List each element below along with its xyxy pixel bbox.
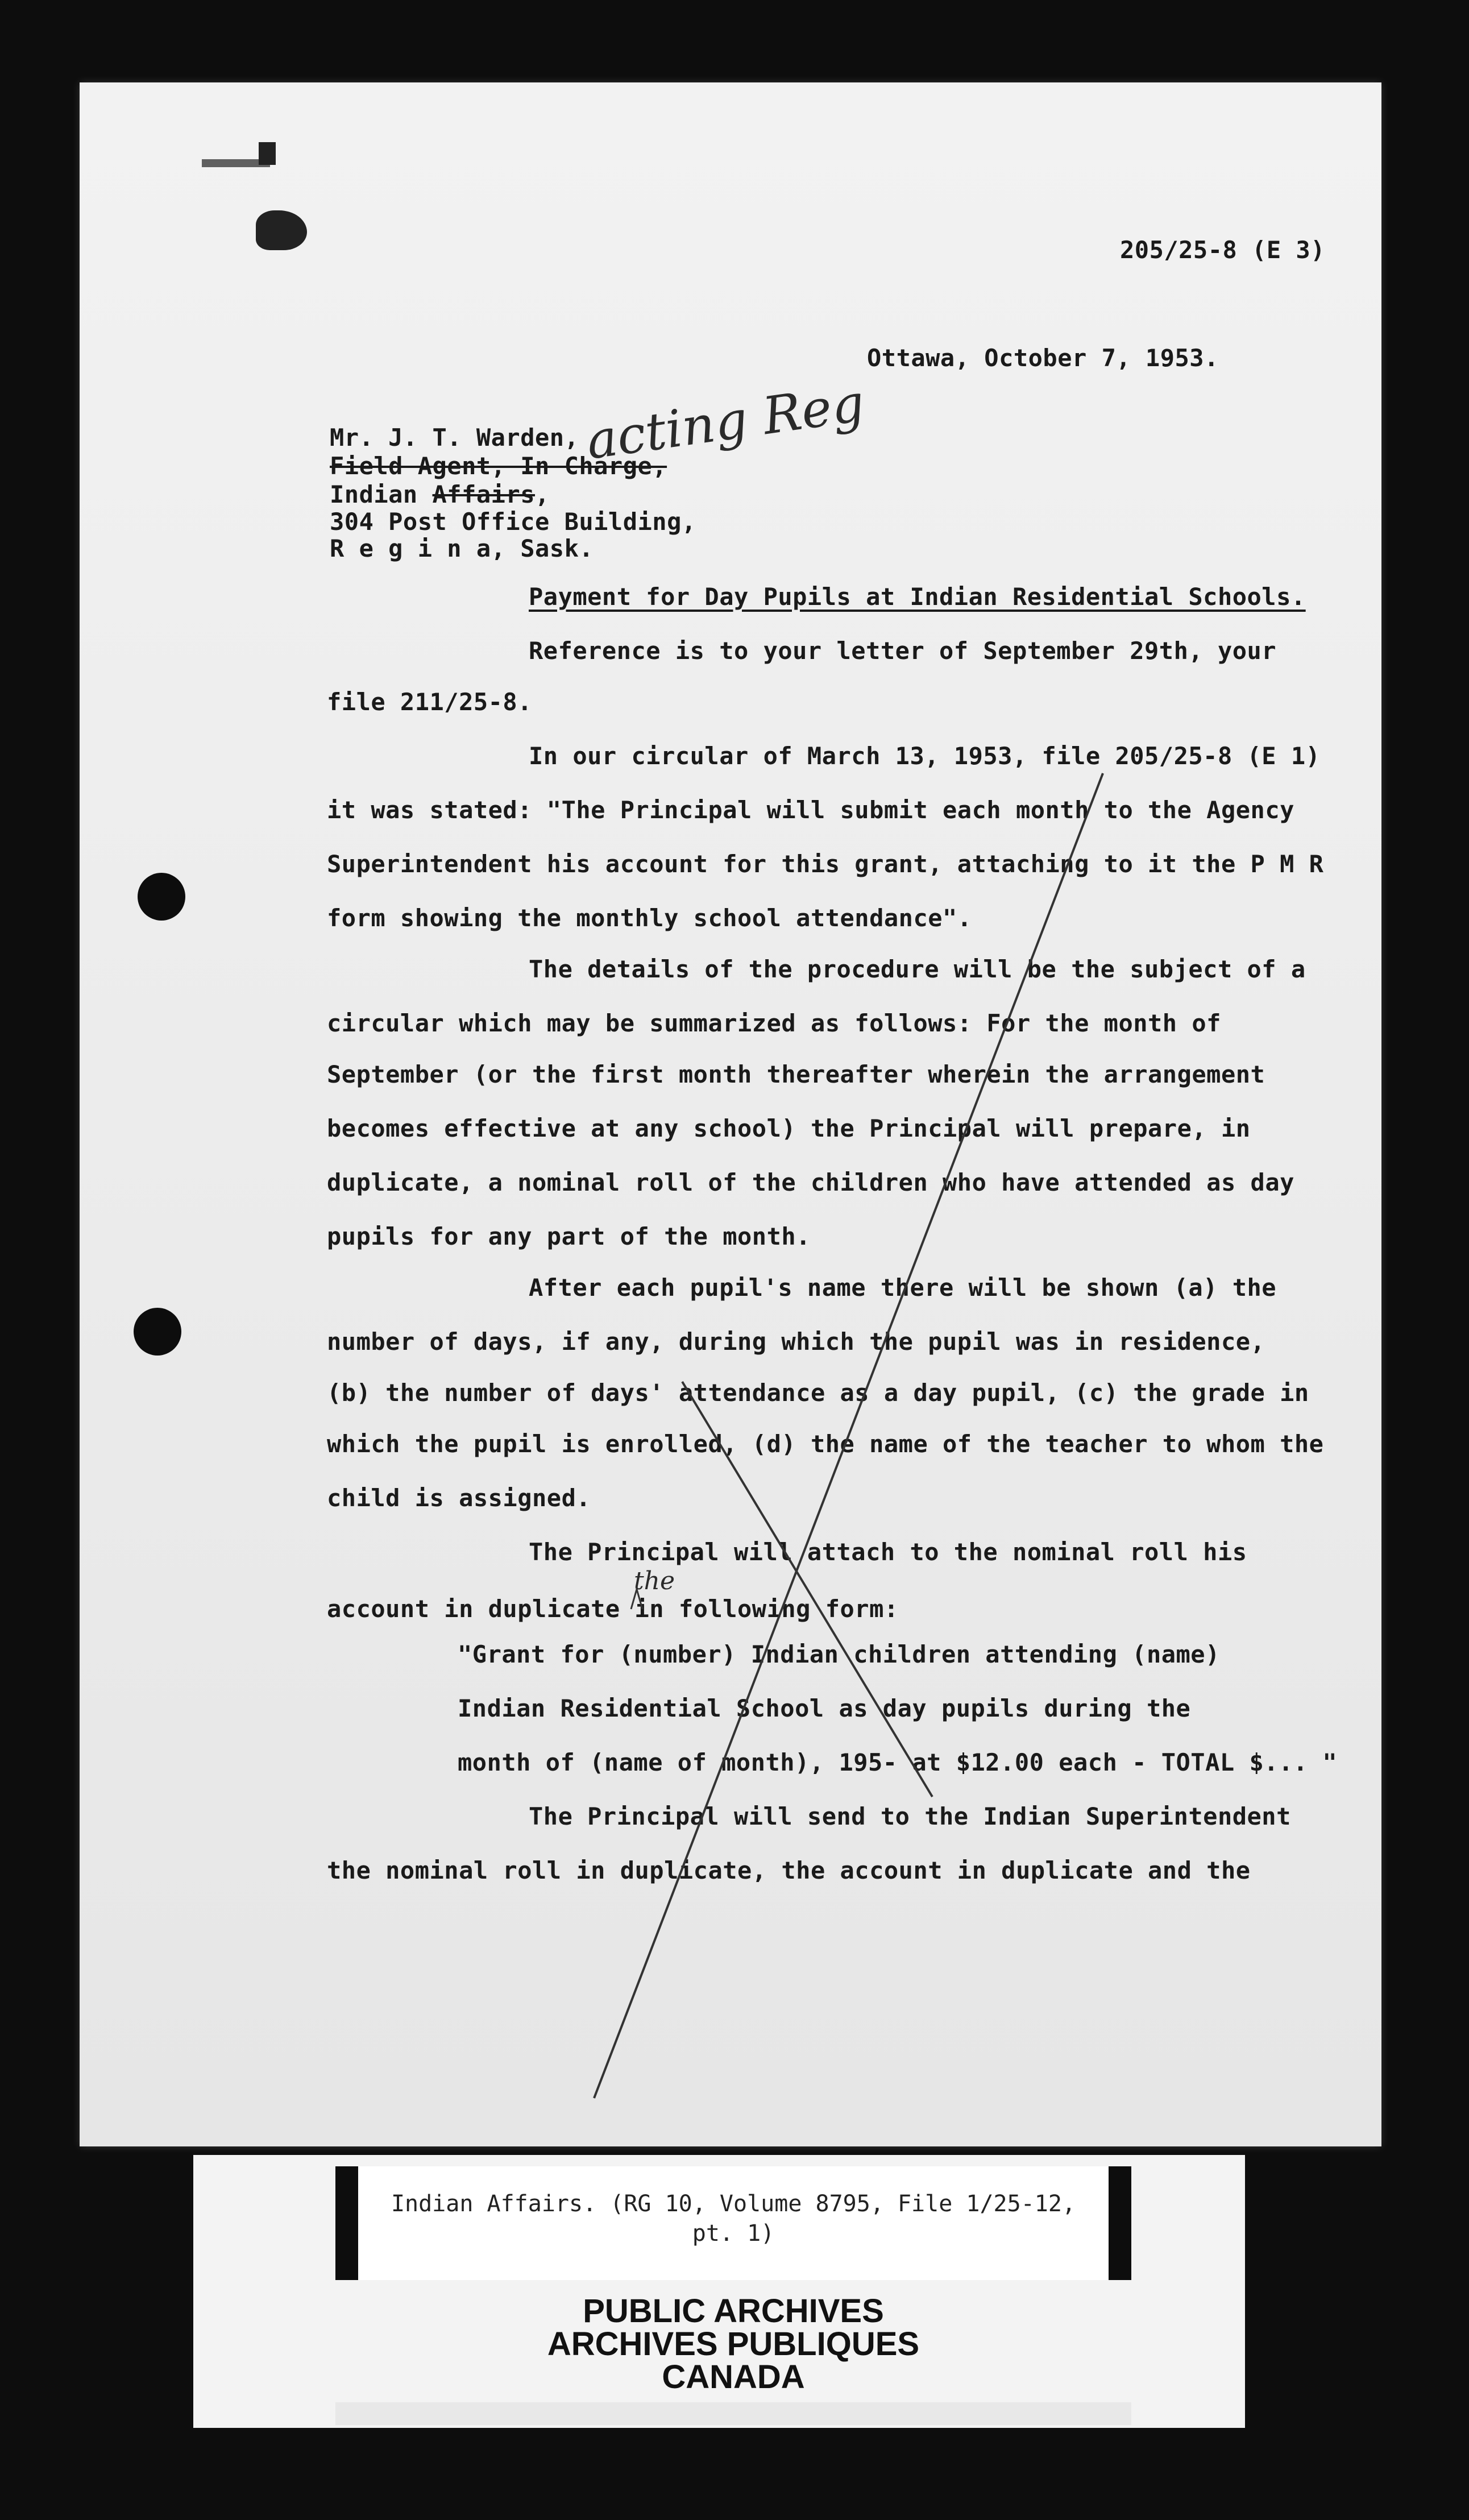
body-line: form showing the monthly school attendance". (327, 904, 972, 932)
body-line: The Principal will attach to the nominal roll his (529, 1538, 1247, 1566)
cross-stroke (682, 1382, 932, 1797)
addressee-struck-title: Field Agent, In Charge, (330, 452, 667, 480)
body-line: (b) the number of days' attendance as a day pupil, (c) the grade in (327, 1379, 1309, 1407)
archive-name-en: PUBLIC ARCHIVES (583, 2293, 884, 2330)
body-line: month of (name of month), 195- at $12.00 each - TOTAL $... " (458, 1748, 1338, 1776)
department-suffix: , (535, 480, 550, 508)
insertion-note: the (634, 1566, 675, 1595)
letter-date: Ottawa, October 7, 1953. (867, 344, 1219, 372)
body-line: duplicate, a nominal roll of the children who have attended as day (327, 1168, 1294, 1196)
body-line: it was stated: "The Principal will submit each month to the Agency (327, 796, 1294, 824)
archive-country: CANADA (662, 2359, 805, 2395)
body-line: The details of the procedure will be the subject of a (529, 955, 1306, 983)
body-line: Indian Residential School as day pupils during the (458, 1694, 1191, 1722)
file-reference: 205/25-8 (E 3) (1120, 236, 1326, 264)
body-line: the nominal roll in duplicate, the account in duplicate and the (327, 1856, 1251, 1884)
body-line: In our circular of March 13, 1953, file 205/25-8 (E 1) (529, 742, 1321, 770)
label-bottom-strip (335, 2402, 1131, 2425)
department-struck: Affairs (432, 480, 536, 508)
body-line: account in duplicate in following form: (327, 1595, 899, 1623)
handwritten-note: acting Reg (583, 373, 868, 471)
body-line: pupils for any part of the month. (327, 1222, 811, 1250)
body-line: circular which may be summarized as follows: For the month of (327, 1009, 1221, 1037)
addressee-name: Mr. J. T. Warden, (330, 424, 579, 451)
body-line: becomes effective at any school) the Principal will prepare, in (327, 1114, 1251, 1142)
body-line: "Grant for (number) Indian children attending (name) (458, 1640, 1220, 1668)
body-line: number of days, if any, during which the pupil was in residence, (327, 1328, 1265, 1356)
archive-name-fr: ARCHIVES PUBLIQUES (547, 2326, 920, 2362)
archive-citation: Indian Affairs. (RG 10, Volume 8795, File 1/25-12, pt. 1) (391, 2191, 1076, 2247)
cross-stroke (594, 773, 1103, 2098)
body-line: which the pupil is enrolled, (d) the name of the teacher to whom the (327, 1430, 1324, 1458)
department-prefix: Indian (330, 480, 433, 508)
body-line: After each pupil's name there will be shown (a) the (529, 1274, 1277, 1302)
addressee-address: 304 Post Office Building, (330, 508, 696, 536)
body-line: file 211/25-8. (327, 688, 533, 716)
body-line: Reference is to your letter of September 29th, your (529, 637, 1277, 665)
addressee-city: R e g i n a, Sask. (330, 534, 594, 562)
body-line: Superintendent his account for this grant, attaching to it the P M R (327, 850, 1324, 878)
body-line: child is assigned. (327, 1484, 591, 1512)
insertion-caret (631, 1589, 642, 1609)
subject-line: Payment for Day Pupils at Indian Residential Schools. (529, 583, 1306, 611)
body-line: The Principal will send to the Indian Superintendent (529, 1802, 1291, 1830)
body-line: September (or the first month thereafter wherein the arrangement (327, 1060, 1265, 1088)
